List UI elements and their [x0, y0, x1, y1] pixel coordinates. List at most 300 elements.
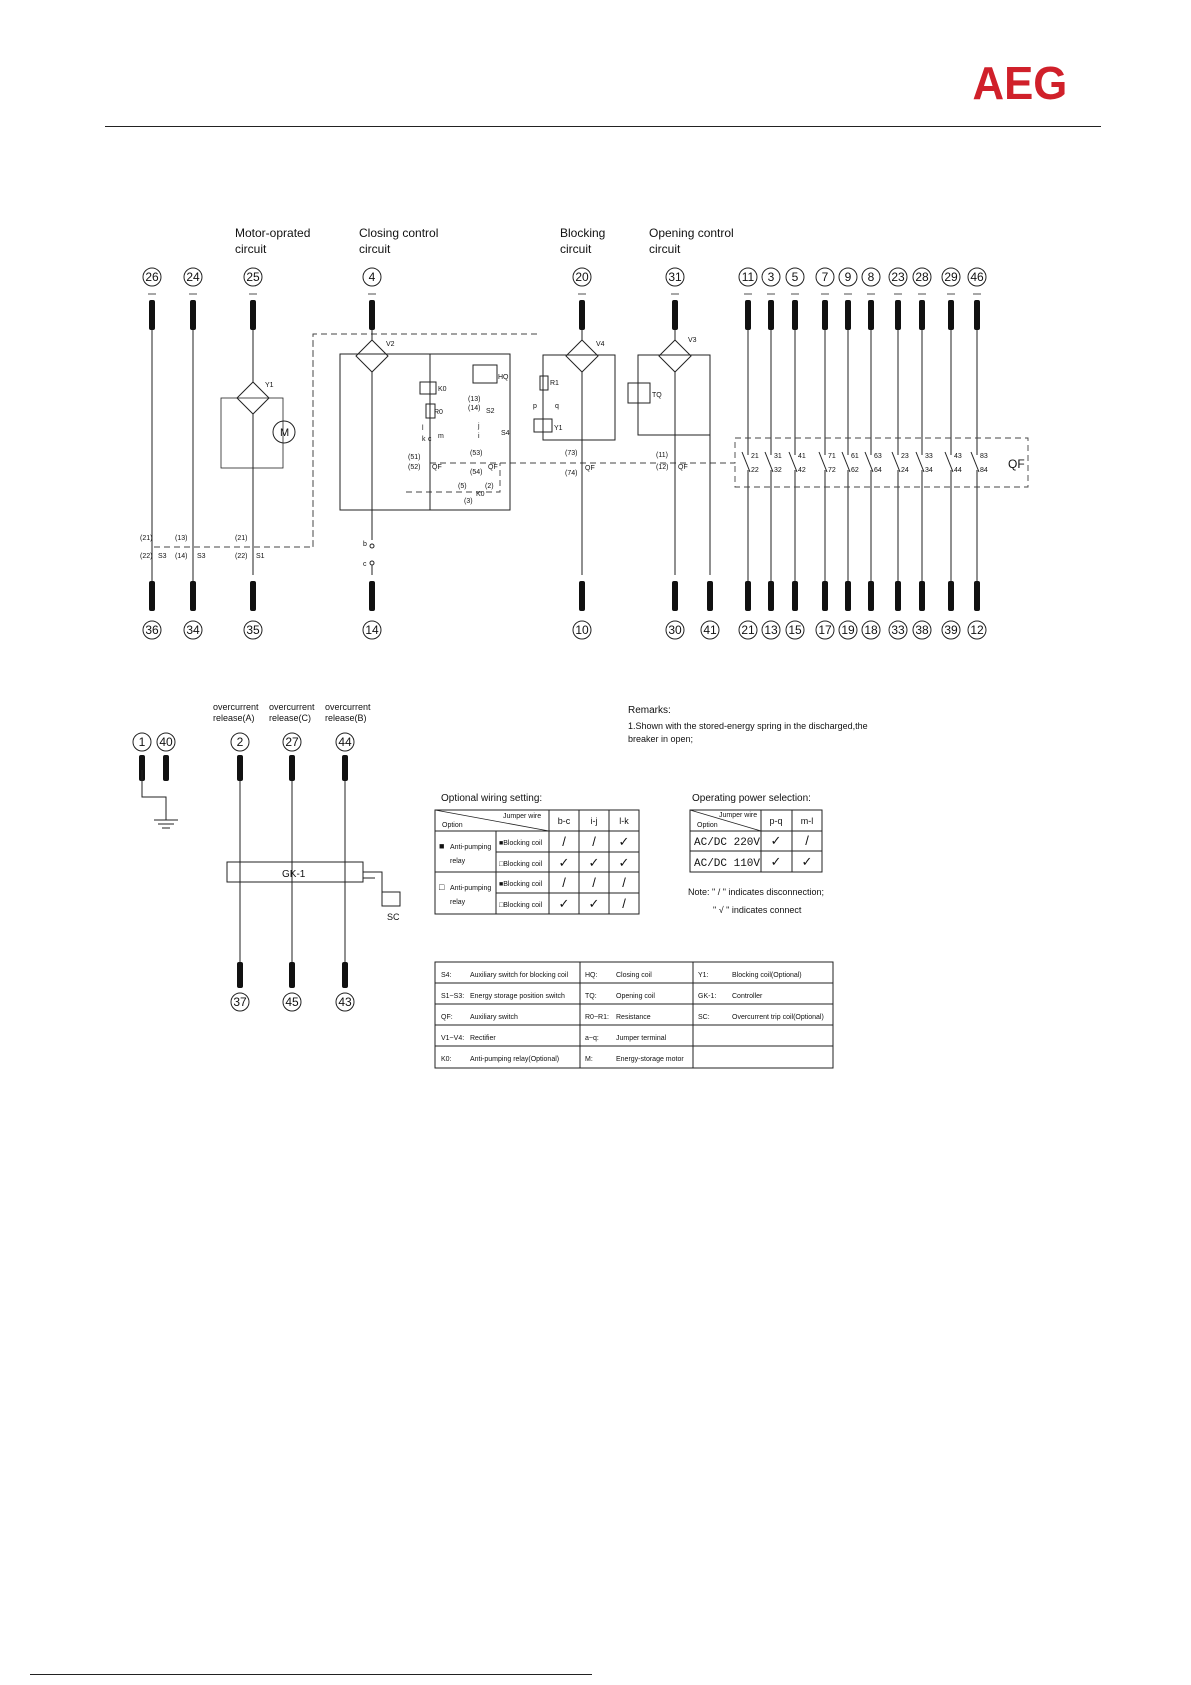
- remarks-title: Remarks:: [628, 705, 671, 716]
- title-motor-1: Motor-oprated: [235, 226, 311, 240]
- aux-bottom-84: 84: [980, 467, 988, 474]
- top-plug-23-plug: [895, 300, 901, 330]
- legend-desc-0-1: Closing coil: [616, 972, 652, 979]
- ow-group-label2-0: relay: [450, 858, 466, 865]
- lower-bottom-terminal-45: [283, 993, 301, 1011]
- ow-cell-2-2: /: [622, 875, 626, 890]
- note-line2: " √ " indicates connect: [713, 905, 802, 915]
- wire-aux-contact: [742, 452, 750, 472]
- top-terminal-7-number: 7: [821, 270, 829, 284]
- bottom-plug-35: [250, 581, 256, 611]
- top-terminal-46: [968, 268, 986, 286]
- legend-desc-4-0: Anti-pumping relay(Optional): [470, 1056, 560, 1063]
- top-terminal-46-number: 46: [970, 270, 984, 284]
- op-jumper-hdr: Jumper wire: [719, 812, 758, 819]
- circuit-titles: [235, 226, 734, 256]
- top-terminal-28: [913, 268, 931, 286]
- top-terminal-28-number: 28: [915, 270, 929, 284]
- lower-top-plug-2: [237, 755, 243, 781]
- bottom-terminal-41: [701, 621, 719, 639]
- l-label: l: [422, 425, 424, 432]
- wire-aux-contact: [916, 452, 924, 472]
- ow-cells: [439, 816, 629, 911]
- lower-top-terminal-2-number: 2: [236, 735, 244, 749]
- legend-code-4-1: M:: [585, 1056, 593, 1063]
- aux-bottom-42: 42: [798, 467, 806, 474]
- bottom-plug-39: [948, 581, 954, 611]
- y1-label: Y1: [554, 425, 563, 432]
- lower-top-terminal-44: [336, 733, 354, 751]
- legend-code-2-2: SC:: [698, 1014, 710, 1021]
- bottom-plug-18: [868, 581, 874, 611]
- legend-code-2-1: R0~R1:: [585, 1014, 609, 1021]
- motor-circuit: [221, 330, 295, 575]
- bottom-terminal-30-number: 30: [668, 623, 682, 637]
- op-option-0: AC/DC 220V: [694, 837, 761, 849]
- note-line1: Note: " / " indicates disconnection;: [688, 887, 824, 897]
- bottom-terminal-17-number: 17: [818, 623, 832, 637]
- top-terminal-9: [839, 268, 857, 286]
- bottom-terminal-30: [666, 621, 684, 639]
- rectifier-v2-label: V2: [386, 341, 395, 348]
- bottom-terminal-12: [968, 621, 986, 639]
- ow-row-coil-1: □Blocking coil: [499, 861, 543, 868]
- legend-code-1-1: TQ:: [585, 993, 597, 1000]
- bottom-terminal-35: [244, 621, 262, 639]
- s3b-top: (13): [175, 535, 188, 542]
- top-terminal-26: [143, 268, 161, 286]
- top-plug-20-plug: [579, 300, 585, 330]
- legend-code-0-1: HQ:: [585, 972, 598, 979]
- qf73: (73): [565, 450, 578, 457]
- title-closing-1: Closing control: [359, 226, 439, 240]
- rectifier-v4-symbol: [566, 340, 598, 372]
- top-plug-3-plug: [768, 300, 774, 330]
- lower-top-terminal-1-number: 1: [138, 735, 146, 749]
- top-terminal-23: [889, 268, 907, 286]
- bottom-terminal-10: [573, 621, 591, 639]
- bottom-terminal-18-number: 18: [864, 623, 878, 637]
- qf74: (74): [565, 470, 578, 477]
- bottom-terminal-17: [816, 621, 834, 639]
- p-label: p: [533, 403, 537, 410]
- top-terminal-31: [666, 268, 684, 286]
- ow-group-label-1: Anti-pumping: [450, 885, 492, 892]
- bottom-terminal-15-number: 15: [788, 623, 802, 637]
- qf12: (12): [656, 464, 669, 471]
- aux-bottom-32: 32: [774, 467, 782, 474]
- m-label: m: [438, 433, 444, 440]
- k0-label: K0: [438, 386, 447, 393]
- top-terminal-11-number: 11: [741, 270, 755, 284]
- top-terminal-3-number: 3: [767, 270, 775, 284]
- hq-label: HQ: [498, 374, 509, 381]
- top-terminal-5-number: 5: [791, 270, 799, 284]
- hq-coil: [473, 365, 497, 383]
- bottom-terminal-19: [839, 621, 857, 639]
- k0-contact: K0: [476, 491, 485, 498]
- aux-top-63: 63: [874, 453, 882, 460]
- ow-group-label-0: Anti-pumping: [450, 844, 492, 851]
- ow-cell-1-0: ✓: [558, 855, 570, 870]
- bottom-plug-36: [149, 581, 155, 611]
- top-terminal-29-number: 29: [944, 270, 958, 284]
- ow-cell-2-0: /: [562, 875, 566, 890]
- ow-jumper-hdr: Jumper wire: [503, 813, 542, 820]
- lower-bottom-plug-45: [289, 962, 295, 988]
- bottom-plug-14: [369, 581, 375, 611]
- rectifier-v3-label: V3: [688, 337, 697, 344]
- top-plug-31-plug: [672, 300, 678, 330]
- qf54: (54): [470, 469, 483, 476]
- lower-bottom-plug-37: [237, 962, 243, 988]
- ow-col-i-j: i-j: [590, 816, 598, 826]
- bottom-plug-30: [672, 581, 678, 611]
- title-blocking-2: circuit: [560, 242, 592, 256]
- bottom-plug-10: [579, 581, 585, 611]
- bottom-plug-21: [745, 581, 751, 611]
- b-label: b: [363, 541, 367, 548]
- ow-cell-1-1: ✓: [588, 855, 600, 870]
- wire-aux-contact: [789, 452, 797, 472]
- top-plug-11-plug: [745, 300, 751, 330]
- bottom-plug-15: [792, 581, 798, 611]
- qf-blocking: QF: [585, 465, 595, 472]
- lower-terminals: [133, 733, 354, 1011]
- top-plug-8-plug: [868, 300, 874, 330]
- bottom-terminal-41-number: 41: [703, 623, 717, 637]
- s3a-bottom: (22): [140, 553, 153, 560]
- tq-coil: [628, 383, 650, 403]
- aux-top-43: 43: [954, 453, 962, 460]
- overcurrent-titles: [213, 702, 371, 723]
- lower-top-plug-40: [163, 755, 169, 781]
- i-label: i: [478, 433, 480, 440]
- bottom-terminal-33-number: 33: [891, 623, 905, 637]
- bottom-plug-33: [895, 581, 901, 611]
- bottom-terminal-14-number: 14: [365, 623, 379, 637]
- top-terminal-5: [786, 268, 804, 286]
- aux-top-31: 31: [774, 453, 782, 460]
- bottom-terminal-35-number: 35: [246, 623, 260, 637]
- top-terminal-23-number: 23: [891, 270, 905, 284]
- top-terminal-11: [739, 268, 757, 286]
- top-plug-28-plug: [919, 300, 925, 330]
- ow-cell-1-2: ✓: [618, 855, 630, 870]
- c-label: c: [428, 436, 432, 443]
- top-terminal-20: [573, 268, 591, 286]
- bottom-terminal-19-number: 19: [841, 623, 855, 637]
- top-plug-5-plug: [792, 300, 798, 330]
- aux-bottom-72: 72: [828, 467, 836, 474]
- top-plug-9-plug: [845, 300, 851, 330]
- legend-table: [435, 962, 833, 1068]
- legend-code-3-0: V1~V4:: [441, 1035, 465, 1042]
- top-terminal-8-number: 8: [867, 270, 875, 284]
- bottom-plug-41: [707, 581, 713, 611]
- k0-coil: [420, 382, 436, 394]
- op-cell-1-0: ✓: [770, 854, 782, 869]
- top-terminal-9-number: 9: [844, 270, 852, 284]
- top-plug-7-plug: [822, 300, 828, 330]
- ow-row-coil-3: □Blocking coil: [499, 902, 543, 909]
- title-motor-2: circuit: [235, 242, 267, 256]
- wire-aux-contact: [971, 452, 979, 472]
- j-label: j: [478, 423, 480, 430]
- top-terminal-7: [816, 268, 834, 286]
- s2-14: (14): [468, 405, 481, 412]
- qf51: (51): [408, 454, 421, 461]
- op-cell-0-1: /: [805, 833, 809, 848]
- top-plug-46-plug: [974, 300, 980, 330]
- legend-desc-4-1: Energy-storage motor: [616, 1056, 684, 1063]
- top-terminal-25: [244, 268, 262, 286]
- s4-label: S4: [501, 430, 510, 437]
- r1-label: R1: [550, 380, 559, 387]
- bottom-terminal-36: [143, 621, 161, 639]
- s1-bottom: (22): [235, 553, 248, 560]
- top-plug-25-plug: [250, 300, 256, 330]
- bottom-terminal-38-number: 38: [915, 623, 929, 637]
- oc-c-1: overcurrent: [269, 702, 315, 712]
- op-cell-1-1: ✓: [801, 854, 813, 869]
- bottom-terminal-36-number: 36: [145, 623, 159, 637]
- legend-code-2-0: QF:: [441, 1014, 453, 1021]
- aux-top-33: 33: [925, 453, 933, 460]
- ow-cell-0-1: /: [592, 834, 596, 849]
- remarks-line2: breaker in open;: [628, 734, 694, 744]
- top-terminal-31-number: 31: [668, 270, 682, 284]
- bottom-terminal-34-number: 34: [186, 623, 200, 637]
- legend-code-3-1: a~q:: [585, 1035, 599, 1042]
- s2-label: S2: [486, 408, 495, 415]
- lower-top-plug-44: [342, 755, 348, 781]
- legend-desc-0-2: Blocking coil(Optional): [732, 972, 802, 979]
- legend-code-1-2: GK-1:: [698, 993, 717, 1000]
- ow-cell-2-1: /: [592, 875, 596, 890]
- bottom-plug-17: [822, 581, 828, 611]
- lower-top-terminal-40-number: 40: [159, 735, 173, 749]
- legend-desc-3-0: Rectifier: [470, 1035, 496, 1042]
- qf53: (53): [470, 450, 483, 457]
- ow-cell-0-2: ✓: [618, 834, 630, 849]
- ow-cell-3-0: ✓: [558, 896, 570, 911]
- aux-bottom-44: 44: [954, 467, 962, 474]
- legend-desc-2-2: Overcurrent trip coil(Optional): [732, 1014, 824, 1021]
- title-opening-1: Opening control: [649, 226, 734, 240]
- aux-bottom-62: 62: [851, 467, 859, 474]
- s2-13: (13): [468, 396, 481, 403]
- bottom-terminal-18: [862, 621, 880, 639]
- legend-code-0-0: S4:: [441, 972, 452, 979]
- bottom-terminal-10-number: 10: [575, 623, 589, 637]
- oc-a-1: overcurrent: [213, 702, 259, 712]
- bottom-plug-38: [919, 581, 925, 611]
- lower-top-terminal-1: [133, 733, 151, 751]
- controller-section: [142, 770, 400, 922]
- sc-coil: [382, 892, 400, 906]
- aux-top-23: 23: [901, 453, 909, 460]
- legend-desc-2-1: Resistance: [616, 1014, 651, 1021]
- aux-bottom-24: 24: [901, 467, 909, 474]
- lower-top-terminal-44-number: 44: [338, 735, 352, 749]
- bottom-terminal-34: [184, 621, 202, 639]
- legend-code-4-0: K0:: [441, 1056, 452, 1063]
- lower-top-terminal-27-number: 27: [285, 735, 299, 749]
- rectifier-v2-symbol: [356, 340, 388, 372]
- c-bottom-label: c: [363, 561, 367, 568]
- k0-5: (5): [458, 483, 467, 490]
- wire-aux-contact: [892, 452, 900, 472]
- lower-top-terminal-2: [231, 733, 249, 751]
- top-plug-4-plug: [369, 300, 375, 330]
- controller-label: GK-1: [282, 869, 306, 880]
- bottom-terminal-38: [913, 621, 931, 639]
- legend-desc-0-0: Auxiliary switch for blocking coil: [470, 972, 569, 979]
- ow-group-label2-1: relay: [450, 899, 466, 906]
- tq-label: TQ: [652, 392, 662, 399]
- qf52: (52): [408, 464, 421, 471]
- oc-b-1: overcurrent: [325, 702, 371, 712]
- aux-top-21: 21: [751, 453, 759, 460]
- top-plug-29-plug: [948, 300, 954, 330]
- op-option-1: AC/DC 110V: [694, 858, 761, 870]
- top-plug-26-plug: [149, 300, 155, 330]
- bottom-plug-19: [845, 581, 851, 611]
- optional-wiring-table: [435, 793, 639, 914]
- oc-b-2: release(B): [325, 713, 367, 723]
- qf11: (11): [656, 452, 668, 459]
- ow-col-b-c: b-c: [557, 816, 571, 826]
- top-terminal-8: [862, 268, 880, 286]
- bottom-plug-34: [190, 581, 196, 611]
- bottom-terminals: [143, 581, 986, 639]
- legend-desc-2-0: Auxiliary switch: [470, 1014, 518, 1021]
- op-power-title: Operating power selection:: [692, 793, 811, 804]
- ow-cell-0-0: /: [562, 834, 566, 849]
- s3-switches: [140, 535, 206, 560]
- qf-opening: QF: [678, 464, 688, 471]
- top-terminal-4-number: 4: [368, 270, 376, 284]
- lower-bottom-terminal-37: [231, 993, 249, 1011]
- bottom-terminal-13: [762, 621, 780, 639]
- ow-group-mark-0: ■: [439, 841, 445, 851]
- ow-row-coil-2: ■Blocking coil: [499, 881, 543, 888]
- qf-closing-a: QF: [432, 464, 442, 471]
- op-cell-0-0: ✓: [770, 833, 782, 848]
- aux-bottom-34: 34: [925, 467, 933, 474]
- aeg-logo: AEG: [972, 57, 1068, 109]
- bottom-terminal-39-number: 39: [944, 623, 958, 637]
- legend-code-1-0: S1~S3:: [441, 993, 465, 1000]
- aux-top-71: 71: [828, 453, 836, 460]
- title-blocking-1: Blocking: [560, 226, 606, 240]
- qf-closing-b: QF: [488, 464, 498, 471]
- legend-desc-1-0: Energy storage position switch: [470, 993, 565, 1000]
- rectifier-v4-label: V4: [596, 341, 605, 348]
- legend-desc-1-2: Controller: [732, 993, 763, 1000]
- ow-cell-3-2: /: [622, 896, 626, 911]
- opening-circuit: [628, 330, 710, 575]
- wire-aux-contact: [765, 452, 773, 472]
- aux-bottom-64: 64: [874, 467, 882, 474]
- r0-label: R0: [434, 409, 443, 416]
- wire-aux-contact: [945, 452, 953, 472]
- s3b-name: S3: [197, 553, 206, 560]
- s3a-top: (21): [140, 535, 153, 542]
- oc-a-2: release(A): [213, 713, 255, 723]
- remarks-line1: 1.Shown with the stored-energy spring in the discharged,the: [628, 721, 868, 731]
- ow-option-hdr: Option: [442, 822, 463, 829]
- top-terminal-3: [762, 268, 780, 286]
- q-label: q: [555, 403, 559, 410]
- k0-2: (2): [485, 483, 494, 490]
- k0-3: (3): [464, 498, 473, 505]
- title-closing-2: circuit: [359, 242, 391, 256]
- oc-c-2: release(C): [269, 713, 312, 723]
- s3a-name: S3: [158, 553, 167, 560]
- motor-label: M: [280, 427, 290, 439]
- aux-bottom-22: 22: [751, 467, 759, 474]
- closing-circuit: [340, 330, 510, 575]
- top-terminal-29: [942, 268, 960, 286]
- aux-top-61: 61: [851, 453, 859, 460]
- bottom-terminal-39: [942, 621, 960, 639]
- lower-top-terminal-40: [157, 733, 175, 751]
- wire-aux-contact: [819, 452, 827, 472]
- lower-top-plug-27: [289, 755, 295, 781]
- title-opening-2: circuit: [649, 242, 681, 256]
- bottom-terminal-12-number: 12: [970, 623, 984, 637]
- bottom-plug-13: [768, 581, 774, 611]
- aux-top-83: 83: [980, 453, 988, 460]
- k-label: k: [422, 436, 426, 443]
- wire-aux-contact: [865, 452, 873, 472]
- blocking-circuit: [533, 330, 615, 575]
- top-terminal-24-number: 24: [186, 270, 200, 284]
- legend-desc-1-1: Opening coil: [616, 993, 655, 1000]
- bottom-terminal-14: [363, 621, 381, 639]
- bottom-terminal-13-number: 13: [764, 623, 778, 637]
- operating-power-table: [688, 793, 824, 915]
- bottom-plug-12: [974, 581, 980, 611]
- lower-bottom-terminal-37-number: 37: [233, 995, 247, 1009]
- top-terminal-26-number: 26: [145, 270, 159, 284]
- s1-name: S1: [256, 553, 265, 560]
- ow-cell-3-1: ✓: [588, 896, 600, 911]
- rectifier-y1-label: Y1: [265, 382, 274, 389]
- s3b-bottom: (14): [175, 553, 188, 560]
- rectifier-v3-symbol: [659, 340, 691, 372]
- optional-wiring-title: Optional wiring setting:: [441, 793, 543, 804]
- qf-label: QF: [1008, 457, 1025, 471]
- bottom-terminal-33: [889, 621, 907, 639]
- op-col-p-q: p-q: [769, 816, 783, 826]
- top-terminal-25-number: 25: [246, 270, 260, 284]
- op-option-hdr: Option: [697, 822, 718, 829]
- wire-aux-contact: [842, 452, 850, 472]
- top-plug-24-plug: [190, 300, 196, 330]
- lower-bottom-terminal-43: [336, 993, 354, 1011]
- top-terminal-24: [184, 268, 202, 286]
- bottom-terminal-21: [739, 621, 757, 639]
- lower-bottom-terminal-45-number: 45: [285, 995, 299, 1009]
- remarks: [628, 705, 868, 744]
- bottom-terminal-15: [786, 621, 804, 639]
- aux-top-41: 41: [798, 453, 806, 460]
- legend-code-0-2: Y1:: [698, 972, 709, 979]
- ow-col-l-k: l-k: [619, 816, 629, 826]
